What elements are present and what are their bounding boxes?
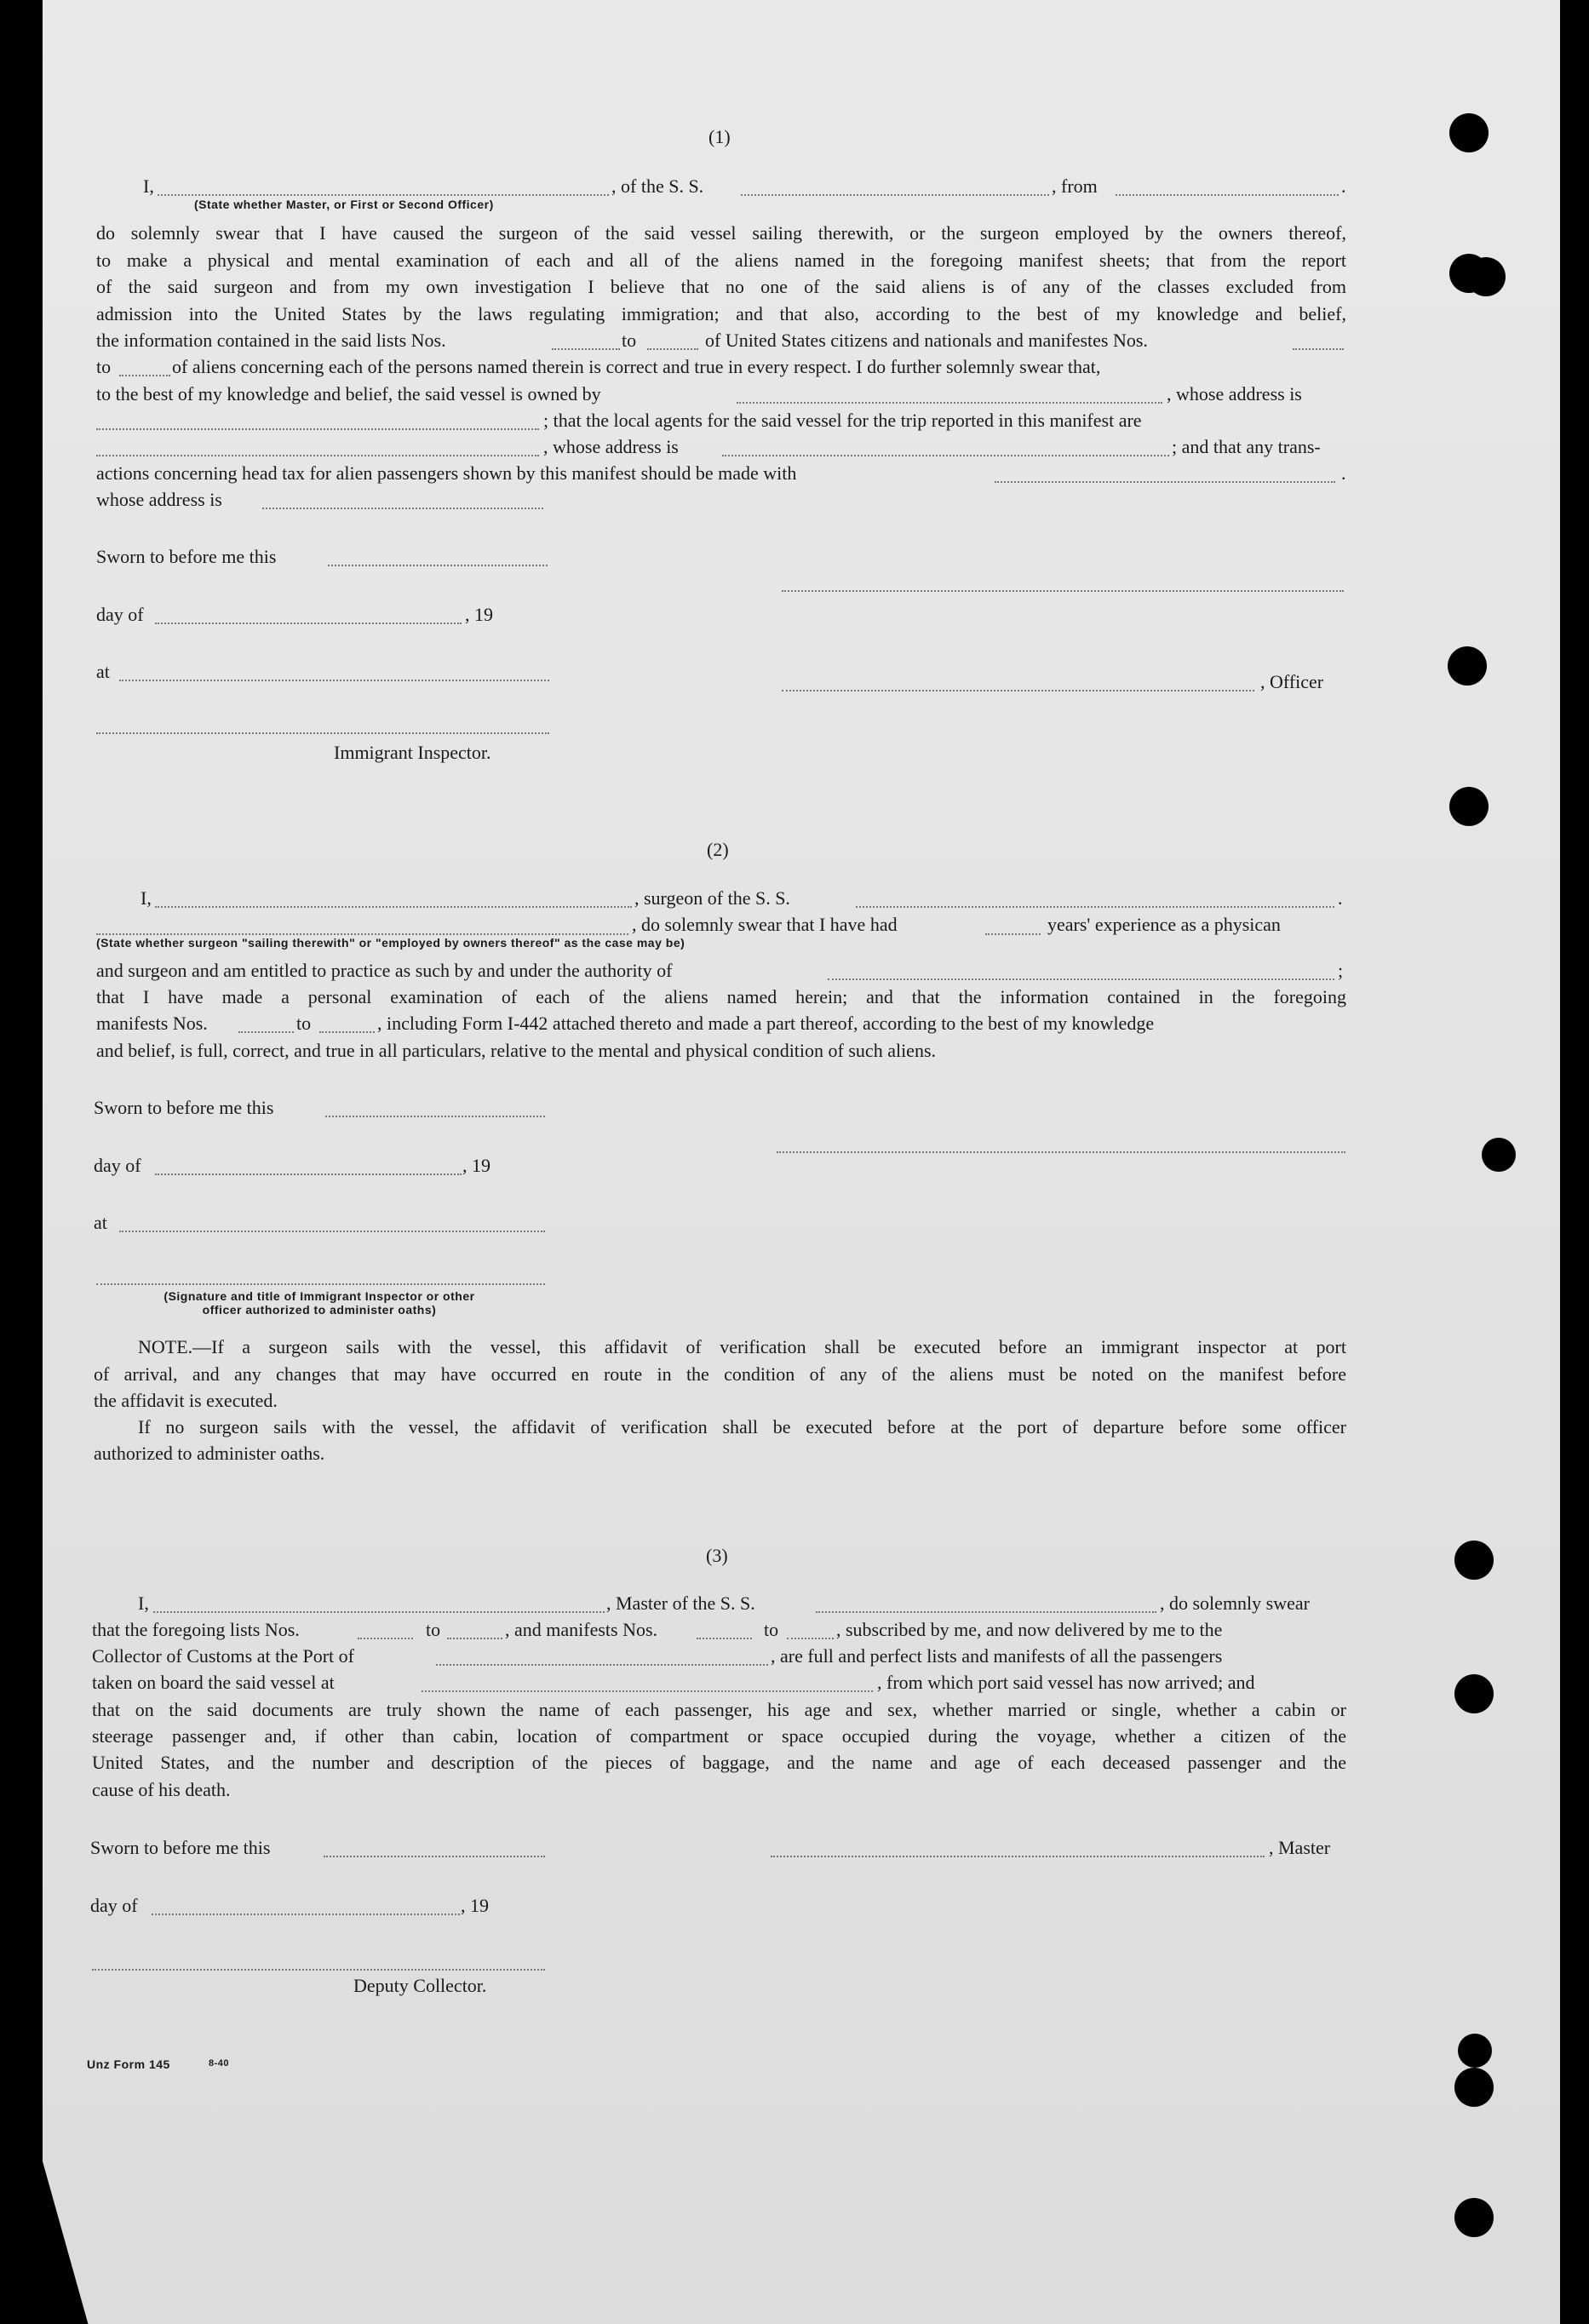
label-surgeon-of: , surgeon of the S. S. bbox=[634, 887, 790, 909]
year-label: , 19 bbox=[462, 1155, 490, 1176]
oath-text: Collector of Customs at the Port of bbox=[92, 1645, 354, 1667]
sworn-label: Sworn to before me this bbox=[90, 1837, 271, 1858]
oath-text: and surgeon and am entitled to practice as such by and under the authority of bbox=[96, 960, 673, 981]
blank-vessel-name[interactable] bbox=[856, 906, 1334, 908]
blank-manifests-to[interactable] bbox=[319, 1031, 375, 1033]
field-caption: (State whether Master, or First or Second Officer) bbox=[194, 198, 494, 211]
oath-text: , do solemnly swear bbox=[1160, 1592, 1310, 1614]
punch-hole bbox=[1458, 2034, 1492, 2068]
punch-hole bbox=[1482, 1138, 1516, 1172]
punch-hole bbox=[1454, 2068, 1494, 2107]
day-of-label: day of bbox=[96, 604, 144, 625]
blank-at-place[interactable] bbox=[119, 1231, 545, 1232]
blank-lists-from[interactable] bbox=[552, 348, 620, 350]
blank-manifests-from[interactable] bbox=[697, 1638, 752, 1639]
oath-line: cause of his death. bbox=[92, 1779, 231, 1800]
oath-text: actions concerning head tax for alien passengers shown by this manifest should be made with bbox=[96, 462, 797, 484]
blank-vessel-name[interactable] bbox=[816, 1611, 1156, 1613]
oath-text: of aliens concerning each of the persons named therein is correct and true in every respect. I do further solemnly swear that, bbox=[172, 356, 1101, 377]
oath-text: ; that the local agents for the said vessel for the trip reported in this manifest are bbox=[543, 410, 1142, 431]
punch-hole bbox=[1448, 646, 1487, 686]
oath-text: the information contained in the said lists Nos. bbox=[96, 330, 446, 351]
label-master-of: , Master of the S. S. bbox=[606, 1592, 755, 1614]
oath-text: that the foregoing lists Nos. bbox=[92, 1619, 300, 1640]
signature-caption: (Signature and title of Immigrant Inspector or other bbox=[163, 1289, 475, 1303]
blank-month[interactable] bbox=[152, 1914, 460, 1915]
sworn-label: Sworn to before me this bbox=[96, 546, 277, 567]
blank-manifests-from[interactable] bbox=[1293, 348, 1344, 350]
oath-line: do solemnly swear that I have caused the surgeon of the said vessel sailing therewith, or the surgeon employed by the owners thereof, bbox=[96, 222, 1346, 244]
form-code: 8-40 bbox=[209, 2058, 230, 2069]
blank-sworn-day[interactable] bbox=[325, 1116, 545, 1117]
oath-line: steerage passenger and, if other than cabin, location of compartment or space occupied during the voyage, whether a citizen of the bbox=[92, 1725, 1346, 1747]
blank-officer-title[interactable] bbox=[782, 690, 1254, 691]
oath-text: , whose address is bbox=[543, 436, 679, 457]
deputy-label: Deputy Collector. bbox=[353, 1975, 487, 1996]
signature-line-inspector[interactable] bbox=[96, 1283, 545, 1285]
punch-hole bbox=[1449, 787, 1489, 826]
blank-month[interactable] bbox=[155, 623, 462, 624]
at-label: at bbox=[94, 1212, 107, 1233]
signature-caption: officer authorized to administer oaths) bbox=[202, 1303, 437, 1317]
blank-manifests-to[interactable] bbox=[787, 1638, 834, 1639]
line-end: . bbox=[1341, 462, 1346, 484]
note-line: If no surgeon sails with the vessel, the affidavit of verification shall be executed before at the port of departure before some officer bbox=[138, 1416, 1346, 1437]
oath-text: whose address is bbox=[96, 489, 222, 510]
section-number: (3) bbox=[706, 1545, 728, 1566]
day-of-label: day of bbox=[94, 1155, 141, 1176]
line-end: ; bbox=[1338, 960, 1344, 981]
year-label: , 19 bbox=[461, 1895, 489, 1916]
sworn-label: Sworn to before me this bbox=[94, 1097, 274, 1118]
year-label: , 19 bbox=[465, 604, 493, 625]
signature-line-master[interactable] bbox=[782, 590, 1344, 592]
blank-years[interactable] bbox=[985, 933, 1041, 935]
day-of-label: day of bbox=[90, 1895, 138, 1916]
oath-text: to bbox=[296, 1013, 312, 1034]
oath-text: , including Form I-442 attached thereto and made a part thereof, according to the best of my knowledge bbox=[377, 1013, 1155, 1034]
oath-text: to the best of my knowledge and belief, the said vessel is owned by bbox=[96, 383, 601, 405]
blank-agents-address[interactable] bbox=[722, 455, 1169, 456]
signature-line-deputy[interactable] bbox=[92, 1969, 545, 1971]
oath-text: , whose address is bbox=[1167, 383, 1302, 405]
at-label: at bbox=[96, 661, 110, 682]
oath-line: that I have made a personal examination of each of the aliens named herein; and that the information contained in the foregoing bbox=[96, 986, 1346, 1007]
oath-line: admission into the United States by the laws regulating immigration; and that also, according to the best of my knowledge and belief, bbox=[96, 303, 1346, 324]
blank-month[interactable] bbox=[155, 1173, 462, 1175]
blank-surgeon-type[interactable] bbox=[96, 933, 628, 935]
label-i: I, bbox=[138, 1592, 149, 1614]
oath-text: years' experience as a physican bbox=[1047, 914, 1281, 935]
blank-surgeon-name[interactable] bbox=[155, 906, 632, 908]
blank-contact-address[interactable] bbox=[262, 508, 543, 509]
note-line: NOTE.—If a surgeon sails with the vessel, this affidavit of verification shall be executed before an immigrant inspector at port bbox=[138, 1336, 1346, 1357]
note-line: of arrival, and any changes that may have occurred en route in the condition of any of the aliens must be noted on the manifest before bbox=[94, 1363, 1346, 1385]
oath-text: , are full and perfect lists and manifests of all the passengers bbox=[771, 1645, 1223, 1667]
blank-head-tax-contact[interactable] bbox=[995, 481, 1335, 483]
blank-local-agents[interactable] bbox=[96, 455, 539, 456]
label-of-ss: , of the S. S. bbox=[611, 175, 704, 197]
oath-text: taken on board the said vessel at bbox=[92, 1672, 335, 1693]
oath-text: , do solemnly swear that I have had bbox=[632, 914, 898, 935]
signature-line-master[interactable] bbox=[771, 1856, 1265, 1857]
officer-label: , Officer bbox=[1260, 671, 1324, 692]
blank-master-name[interactable] bbox=[153, 1611, 605, 1613]
punch-hole bbox=[1466, 257, 1506, 296]
oath-line: that on the said documents are truly shown the name of each passenger, his age and sex, whether married or single, whether a cabin or bbox=[92, 1699, 1346, 1720]
blank-lists-from[interactable] bbox=[358, 1638, 413, 1639]
blank-sworn-day[interactable] bbox=[328, 565, 548, 566]
oath-text: , and manifests Nos. bbox=[505, 1619, 658, 1640]
oath-line: United States, and the number and description of the pieces of baggage, and the name and age of each deceased passenger and the bbox=[92, 1752, 1346, 1773]
label-i: I, bbox=[143, 175, 154, 197]
blank-vessel-name[interactable] bbox=[741, 194, 1049, 196]
oath-line: of the said surgeon and from my own investigation I believe that no one of the said aliens is of any of the classes excluded from bbox=[96, 276, 1346, 297]
line-end: . bbox=[1338, 887, 1343, 909]
label-from: , from bbox=[1052, 175, 1098, 197]
line-end: . bbox=[1341, 175, 1346, 197]
master-label: , Master bbox=[1269, 1837, 1331, 1858]
signature-line-surgeon[interactable] bbox=[777, 1151, 1345, 1153]
blank-sworn-day[interactable] bbox=[324, 1856, 545, 1857]
oath-text: to bbox=[96, 356, 112, 377]
blank-officer-name[interactable] bbox=[158, 194, 609, 196]
oath-text: to bbox=[764, 1619, 779, 1640]
label-i: I, bbox=[141, 887, 152, 909]
form-number: Unz Form 145 bbox=[87, 2057, 170, 2071]
note-line: the affidavit is executed. bbox=[94, 1390, 278, 1411]
field-caption: (State whether surgeon "sailing therewith" or "employed by owners thereof" as the case may be) bbox=[96, 936, 686, 950]
blank-port[interactable] bbox=[436, 1664, 768, 1666]
oath-text: to bbox=[426, 1619, 441, 1640]
blank-authority[interactable] bbox=[828, 978, 1334, 980]
oath-text: , subscribed by me, and now delivered by me to the bbox=[836, 1619, 1223, 1640]
punch-hole bbox=[1449, 113, 1489, 152]
punch-hole bbox=[1454, 1541, 1494, 1580]
blank-owner[interactable] bbox=[737, 402, 1162, 404]
blank-lists-to[interactable] bbox=[447, 1638, 502, 1639]
oath-text: ; and that any trans- bbox=[1172, 436, 1321, 457]
blank-from-port[interactable] bbox=[1116, 194, 1339, 196]
oath-text: and belief, is full, correct, and true in all particulars, relative to the mental and physical condition of such aliens. bbox=[96, 1040, 937, 1061]
oath-line: to make a physical and mental examination of each and all of the aliens named in the foregoing manifest sheets; that from the report bbox=[96, 250, 1346, 271]
blank-departure-port[interactable] bbox=[422, 1690, 873, 1692]
punch-hole bbox=[1454, 2198, 1494, 2237]
oath-text: manifests Nos. bbox=[96, 1013, 208, 1034]
punch-hole bbox=[1454, 1674, 1494, 1713]
inspector-label: Immigrant Inspector. bbox=[334, 742, 491, 763]
section-number: (2) bbox=[707, 839, 729, 860]
blank-at-place[interactable] bbox=[119, 680, 549, 681]
oath-text: of United States citizens and nationals and manifestes Nos. bbox=[705, 330, 1148, 351]
oath-text: , from which port said vessel has now arrived; and bbox=[877, 1672, 1255, 1693]
blank-manifests-to[interactable] bbox=[119, 375, 170, 376]
blank-owner-address[interactable] bbox=[96, 428, 539, 430]
section-number: (1) bbox=[708, 126, 731, 147]
signature-line-inspector[interactable] bbox=[96, 732, 549, 734]
oath-text: to bbox=[622, 330, 637, 351]
note-line: authorized to administer oaths. bbox=[94, 1443, 325, 1464]
blank-lists-to[interactable] bbox=[647, 348, 698, 350]
blank-manifests-from[interactable] bbox=[238, 1031, 294, 1033]
